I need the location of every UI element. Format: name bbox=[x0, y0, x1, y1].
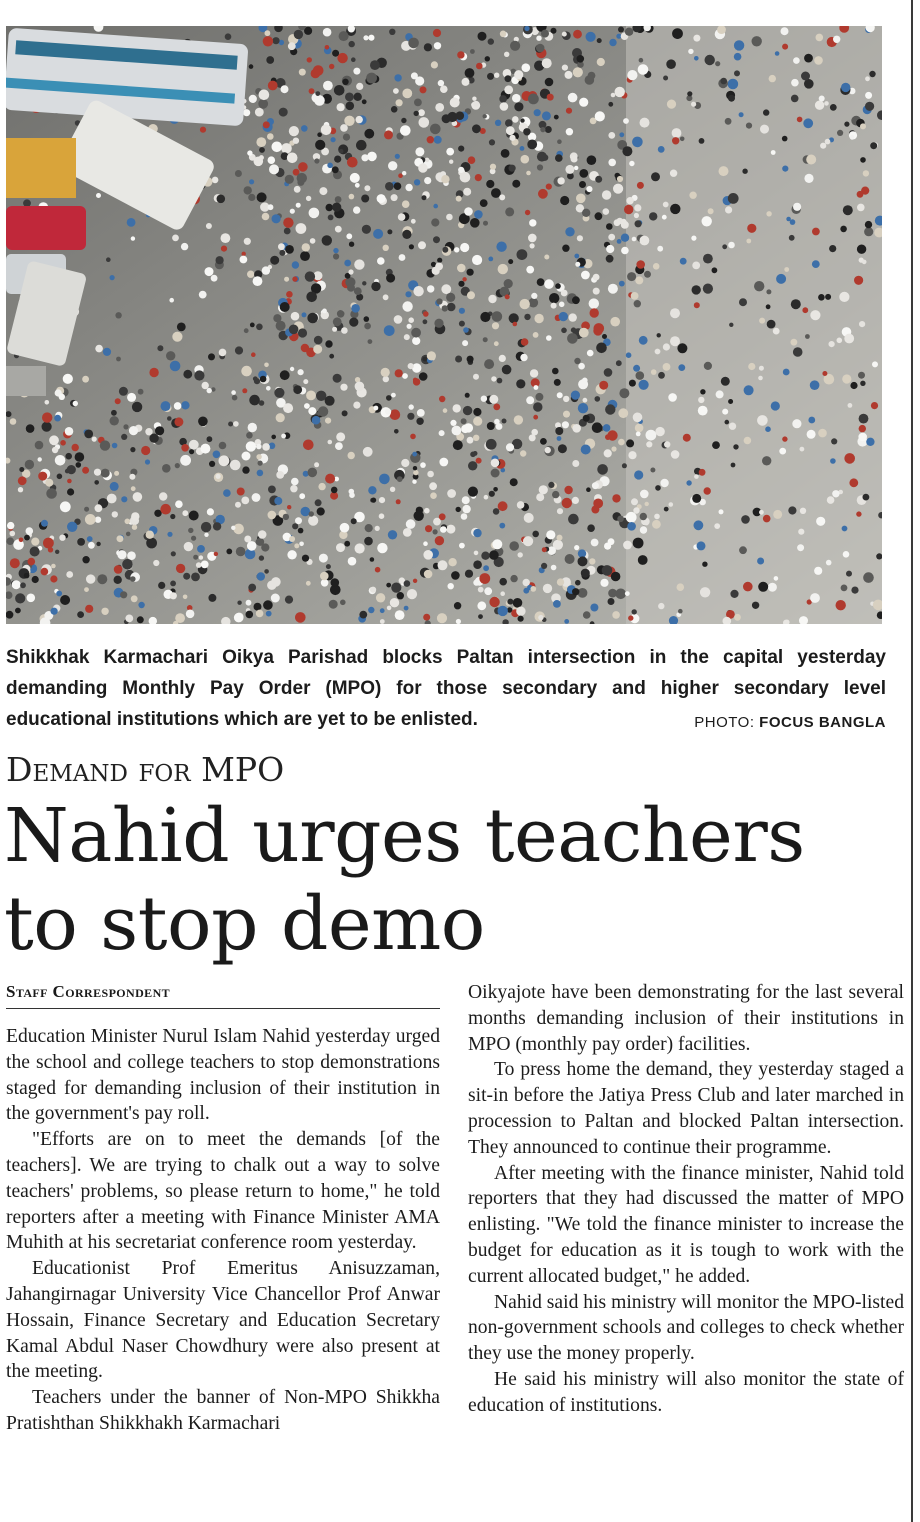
paragraph: Educationist Prof Emeritus Anisuzzaman, Jahangirnagar University Vice Chancellor Prof Anwar Hossain, Finance Secretary and Education Secretary Kamal Abdul Naser Chowdhury were also present at the meeting. bbox=[6, 1258, 440, 1383]
article-column-right bbox=[468, 980, 904, 1419]
news-photo bbox=[6, 26, 882, 624]
paragraph: "Efforts are on to meet the demands [of the teachers]. We are trying to chalk out a way to solve teachers' problems, so please return to home," he told reporters after a meeting with Finance Minister AMA Muhith at his secretariat conference room yesterday. bbox=[6, 1129, 440, 1254]
paragraph: Education Minister Nurul Islam Nahid yesterday urged the school and college teachers to stop demonstrations staged for demanding inclusion of their institution in the government's pay roll. bbox=[6, 1026, 440, 1125]
paragraph: After meeting with the finance minister, Nahid told reporters that they had discussed the matter of MPO enlisting. "We told the finance minister to increase the budget for education as it is tough to work with the current allocated budget," he added. bbox=[468, 1162, 904, 1287]
headline-line-1: Nahid urges teachers bbox=[4, 793, 805, 879]
photo-credit: PHOTO: FOCUS BANGLA bbox=[694, 714, 886, 731]
photo-caption bbox=[6, 642, 886, 738]
paragraph: To press home the demand, they yesterday staged a sit-in before the Jatiya Press Club and later marched in procession to Paltan and blocked Paltan intersection. They announced to continue their programme. bbox=[468, 1059, 904, 1158]
page-edge-rule bbox=[911, 0, 913, 1522]
paragraph: Nahid said his ministry will monitor the MPO-listed non-government schools and colleges to check whether they use the money properly. bbox=[468, 1291, 904, 1365]
headline bbox=[4, 792, 904, 968]
paragraph: Teachers under the banner of Non-MPO Shikkha Pratishthan Shikkhakh Karmachari bbox=[6, 1387, 440, 1434]
article-column-left bbox=[6, 1024, 440, 1437]
paragraph: He said his ministry will also monitor the state of education of institutions. bbox=[468, 1368, 904, 1416]
photo-credit-source: FOCUS BANGLA bbox=[759, 714, 886, 731]
kicker: Demand for MPO bbox=[6, 750, 285, 789]
headline-line-2: to stop demo bbox=[4, 881, 485, 967]
paragraph: Oikyajote have been demonstrating for the last several months demanding inclusion of their institutions in MPO (monthly pay order) facilities. bbox=[468, 982, 904, 1055]
byline: Staff Correspondent bbox=[6, 982, 440, 1009]
crowd-photo-illustration bbox=[6, 26, 882, 624]
caption-text: Shikkhak Karmachari Oikya Parishad blocks Paltan intersection in the capital yesterday demanding Monthly Pay Order (MPO) for those secondary and higher secondary level educational institutions which are yet to be enlisted. bbox=[6, 647, 886, 730]
